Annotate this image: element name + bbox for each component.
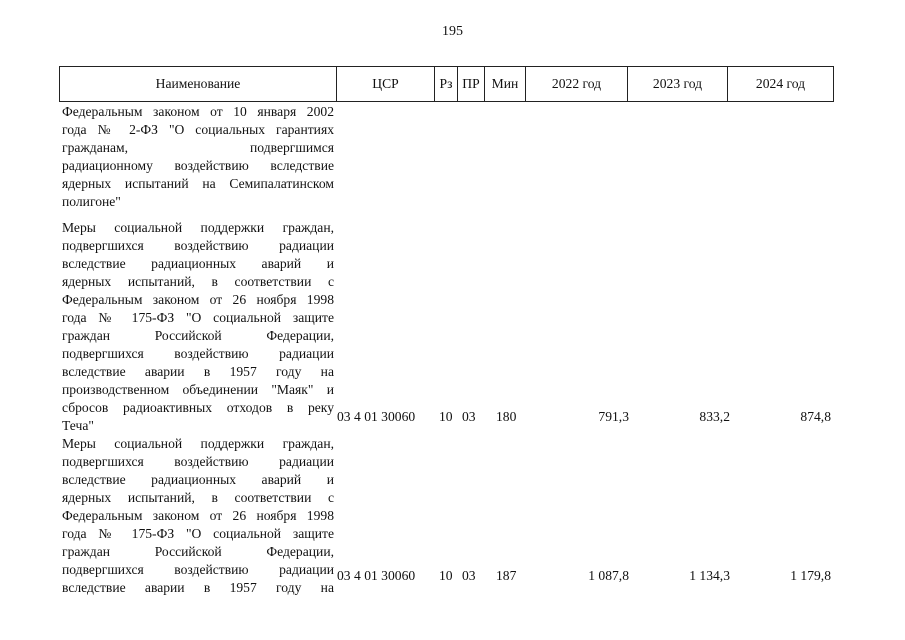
cell-2022: 791,3 [598, 409, 629, 424]
cell-csr: 03 4 01 30060 [337, 568, 416, 583]
row-name-line: ядерных испытаний, в соответствии с [62, 490, 334, 505]
page-number: 195 [442, 24, 463, 39]
table-header [59, 66, 834, 102]
header-2022: 2022 год [526, 67, 628, 101]
row-name-line: производственном объединении "Маяк" и [62, 382, 334, 397]
row-name-line: гражданам, подвергшимся [62, 140, 334, 155]
row-name-line: Федеральным законом от 26 ноября 1998 [62, 508, 334, 523]
row-name-line: года № 2-ФЗ "О социальных гарантиях [62, 122, 334, 137]
row-name-line: подвергшихся воздействию радиации [62, 346, 334, 361]
cell-pr: 03 [462, 568, 476, 583]
cell-rz: 10 [439, 568, 453, 583]
row-name-line: подвергшихся воздействию радиации [62, 238, 334, 253]
table-row [59, 219, 834, 435]
cell-min: 187 [496, 568, 517, 583]
row-name-line: ядерных испытаний, в соответствии с [62, 274, 334, 289]
table-row [59, 435, 834, 605]
cell-csr: 03 4 01 30060 [337, 409, 416, 424]
header-name: Наименование [60, 67, 337, 101]
row-name-line: сбросов радиоактивных отходов в реку [62, 400, 334, 415]
row-name [62, 103, 334, 211]
cell-min: 180 [496, 409, 517, 424]
row-name-line: года № 175-ФЗ "О социальной защите [62, 526, 334, 541]
row-name-line: вследствие аварии в 1957 году на [62, 364, 334, 379]
header-2024: 2024 год [755, 76, 806, 91]
row-name-line: Меры социальной поддержки граждан, [62, 220, 334, 235]
row-name [62, 435, 334, 597]
table-row [59, 103, 834, 213]
cell-2023: 833,2 [699, 409, 730, 424]
header-rz: Рз [435, 67, 458, 101]
row-name-line: Меры социальной поддержки граждан, [62, 436, 334, 451]
row-name-line: Теча" [62, 418, 94, 433]
row-name-line: подвергшихся воздействию радиации [62, 562, 334, 577]
row-name-line: граждан Российской Федерации, [62, 544, 334, 559]
header-2023: 2023 год [628, 67, 728, 101]
row-name [62, 219, 334, 435]
row-name-line: Федеральным законом от 26 ноября 1998 [62, 292, 334, 307]
cell-pr: 03 [462, 409, 476, 424]
header-pr: ПР [458, 67, 485, 101]
row-name-line: вследствие аварии в 1957 году на [62, 580, 334, 595]
cell-2024: 874,8 [800, 409, 831, 424]
cell-rz: 10 [439, 409, 453, 424]
row-name-line: подвергшихся воздействию радиации [62, 454, 334, 469]
row-name-line: граждан Российской Федерации, [62, 328, 334, 343]
cell-2024: 1 179,8 [790, 568, 831, 583]
row-name-line: вследствие радиационных аварий и [62, 472, 334, 487]
cell-2023: 1 134,3 [689, 568, 730, 583]
row-name-line: ядерных испытаний на Семипалатинском [62, 176, 334, 191]
header-min: Мин [485, 67, 526, 101]
row-name-line: полигоне" [62, 194, 121, 209]
cell-2022: 1 087,8 [588, 568, 629, 583]
row-name-line: радиационному воздействию вследствие [62, 158, 334, 173]
row-name-line: года № 175-ФЗ "О социальной защите [62, 310, 334, 325]
header-csr: ЦСР [337, 67, 435, 101]
row-name-line: Федеральным законом от 10 января 2002 [62, 104, 334, 119]
row-name-line: вследствие радиационных аварий и [62, 256, 334, 271]
